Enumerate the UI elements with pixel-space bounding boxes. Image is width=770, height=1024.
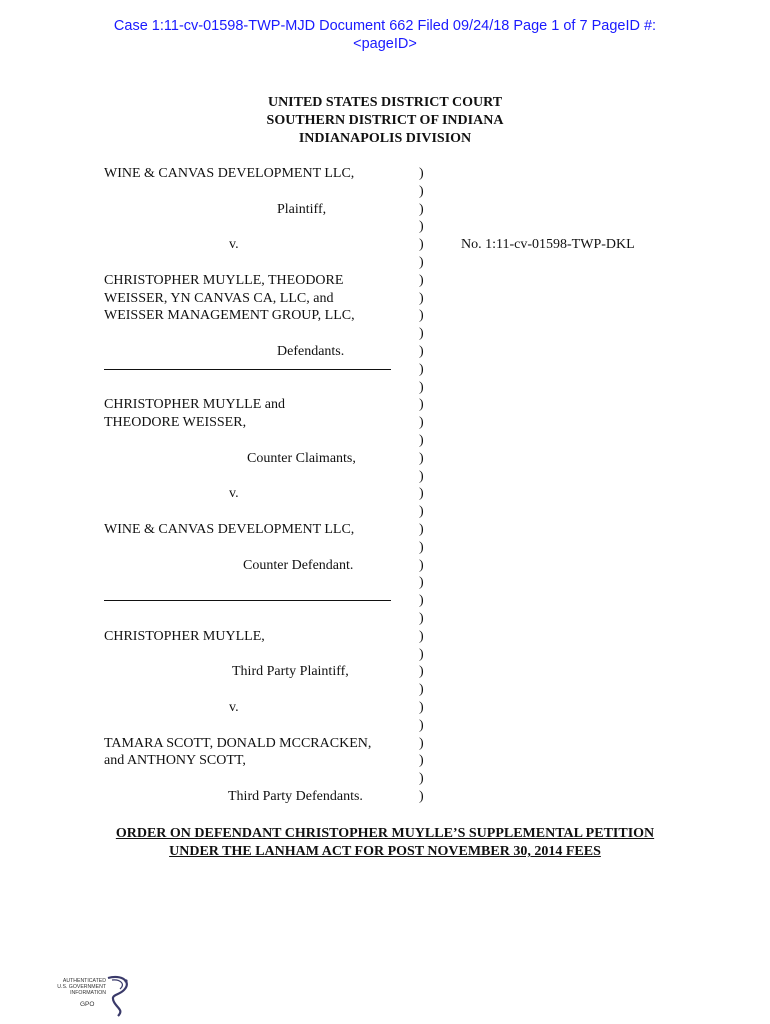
- spacer: [104, 770, 404, 788]
- defendants-line2: WEISSER, YN CANVAS CA, LLC, and: [104, 290, 334, 306]
- order-title-line2: UNDER THE LANHAM ACT FOR POST NOVEMBER 30, 2014 FEES: [169, 844, 601, 859]
- spacer: [104, 717, 404, 735]
- caption-paren: ): [419, 593, 424, 609]
- spacer: [104, 218, 404, 236]
- caption-paren: ): [419, 771, 424, 787]
- caption-paren: ): [419, 557, 424, 573]
- case-caption-parties: [104, 165, 404, 806]
- caption-paren: ): [419, 628, 424, 644]
- order-title: [0, 825, 770, 861]
- caption-paren: ): [419, 272, 424, 288]
- third-party-defendants-role: Third Party Defendants.: [228, 788, 363, 804]
- caption-paren: ): [419, 326, 424, 342]
- caption-paren: ): [419, 664, 424, 680]
- gpo-logo-line1: AUTHENTICATED: [62, 978, 106, 984]
- caption-paren: ): [419, 415, 424, 431]
- caption-divider-1: [104, 361, 404, 379]
- spacer: [104, 432, 404, 450]
- caption-paren: ): [419, 575, 424, 591]
- plaintiff-name: WINE & CANVAS DEVELOPMENT LLC,: [104, 166, 355, 181]
- caption-paren: ): [419, 308, 424, 324]
- court-heading: [0, 94, 770, 148]
- caption-paren: ): [419, 610, 424, 626]
- versus-1: v.: [229, 237, 239, 253]
- order-title-line1: ORDER ON DEFENDANT CHRISTOPHER MUYLLE’S SUPPLEMENTAL PETITION: [115, 826, 655, 841]
- spacer: [104, 468, 404, 486]
- spacer: [104, 646, 404, 664]
- third-party-defendants-line1: TAMARA SCOTT, DONALD MCCRACKEN,: [104, 735, 372, 751]
- court-district: SOUTHERN DISTRICT OF INDIANA: [266, 113, 504, 128]
- caption-paren: ): [419, 717, 424, 733]
- counter-defendant-role: Counter Defendant.: [243, 557, 354, 573]
- caption-paren: ): [419, 237, 424, 253]
- spacer: [104, 254, 404, 272]
- case-number: No. 1:11-cv-01598-TWP-DKL: [461, 237, 635, 252]
- caption-paren: ): [419, 183, 424, 199]
- caption-paren: ): [419, 219, 424, 235]
- versus-3: v.: [229, 699, 239, 715]
- caption-paren: ): [419, 379, 424, 395]
- court-name: UNITED STATES DISTRICT COURT: [267, 95, 503, 110]
- counter-claimants-role: Counter Claimants,: [247, 450, 356, 466]
- spacer: [104, 539, 404, 557]
- spacer: [104, 325, 404, 343]
- spacer: [104, 379, 404, 397]
- caption-paren-column: [419, 165, 431, 806]
- ecf-header-line2: <pageID>: [353, 36, 417, 52]
- gpo-logo-text: [44, 978, 106, 996]
- caption-paren: ): [419, 254, 424, 270]
- court-division: INDIANAPOLIS DIVISION: [298, 131, 472, 146]
- caption-divider-2: [104, 592, 404, 610]
- caption-paren: ): [419, 432, 424, 448]
- caption-paren: ): [419, 646, 424, 662]
- defendants-line3: WEISSER MANAGEMENT GROUP, LLC,: [104, 308, 355, 324]
- caption-paren: ): [419, 343, 424, 359]
- plaintiff-role: Plaintiff,: [277, 201, 327, 217]
- caption-paren: ): [419, 486, 424, 502]
- caption-paren: ): [419, 521, 424, 537]
- counter-defendant-name: WINE & CANVAS DEVELOPMENT LLC,: [104, 521, 355, 537]
- ecf-header: [0, 17, 770, 53]
- spacer: [104, 183, 404, 201]
- caption-paren: ): [419, 699, 424, 715]
- gpo-eagle-icon: [104, 974, 134, 1018]
- gpo-logo-line2: U.S. GOVERNMENT: [57, 984, 106, 990]
- caption-paren: ): [419, 397, 424, 413]
- third-party-defendants-line2: and ANTHONY SCOTT,: [104, 753, 246, 769]
- spacer: [104, 503, 404, 521]
- caption-paren: ): [419, 682, 424, 698]
- caption-paren: ): [419, 290, 424, 306]
- counter-claimants-line2: THEODORE WEISSER,: [104, 415, 247, 431]
- gpo-logo-label: GPO: [80, 1001, 95, 1008]
- caption-paren: ): [419, 201, 424, 217]
- defendants-role: Defendants.: [277, 343, 345, 359]
- caption-paren: ): [419, 539, 424, 555]
- caption-paren: ): [419, 735, 424, 751]
- counter-claimants-line1: CHRISTOPHER MUYLLE and: [104, 397, 285, 413]
- caption-paren: ): [419, 753, 424, 769]
- caption-paren: ): [419, 504, 424, 520]
- ecf-header-line1: Case 1:11-cv-01598-TWP-MJD Document 662 Filed 09/24/18 Page 1 of 7 PageID #:: [113, 18, 657, 34]
- caption-paren: ): [419, 166, 424, 181]
- caption-paren: ): [419, 468, 424, 484]
- versus-2: v.: [229, 486, 239, 502]
- gpo-logo-line3: INFORMATION: [70, 990, 106, 996]
- spacer: [104, 681, 404, 699]
- caption-paren: ): [419, 450, 424, 466]
- caption-paren: ): [419, 361, 424, 377]
- gpo-authenticated-logo: [44, 974, 134, 1018]
- third-party-plaintiff-role: Third Party Plaintiff,: [232, 664, 349, 680]
- third-party-plaintiff-name: CHRISTOPHER MUYLLE,: [104, 628, 265, 644]
- defendants-line1: CHRISTOPHER MUYLLE, THEODORE: [104, 272, 344, 288]
- spacer: [104, 574, 404, 592]
- spacer: [104, 610, 404, 628]
- caption-paren: ): [419, 788, 424, 804]
